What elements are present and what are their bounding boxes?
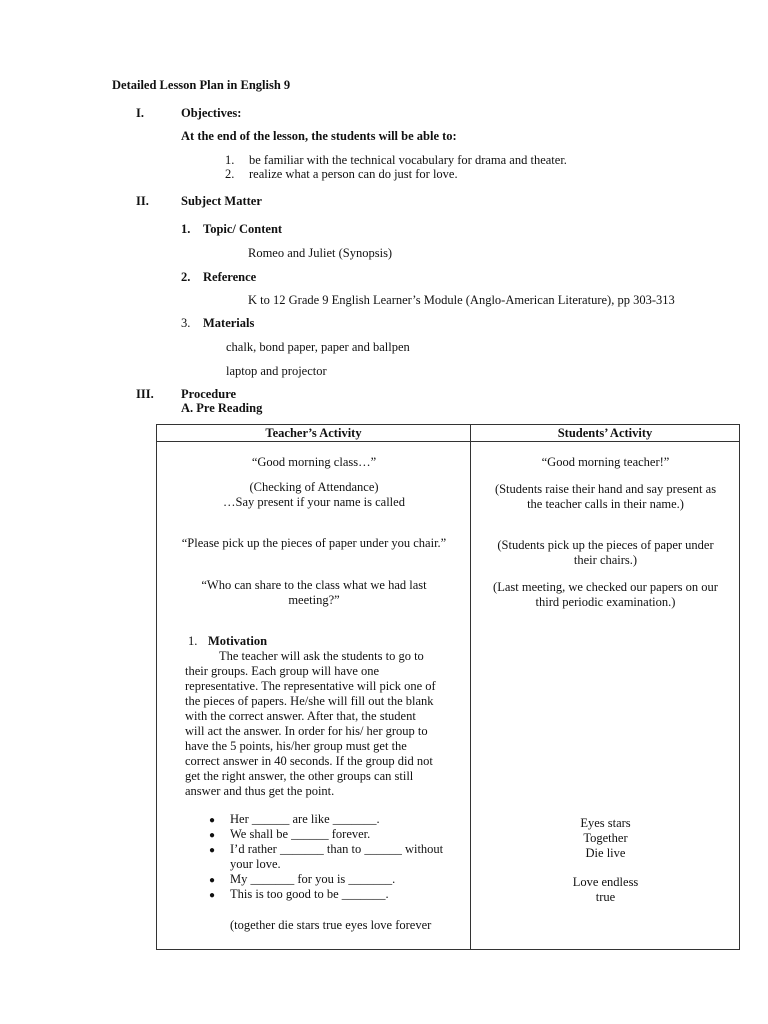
bullet-icon: ● [209,875,216,886]
students-present-line-1: (Students raise their hand and say present as [494,482,717,496]
bullet-icon: ● [209,890,216,901]
fill-blank-item: I’d rather _______ than to ______ without [230,842,444,856]
objectives-lead: At the end of the lesson, the students will be able to: [181,129,457,143]
students-last-line-1: (Last meeting, we checked our papers on our [493,580,718,594]
students-present-line-2: the teacher calls in their name.) [527,497,684,511]
materials-item-2: laptop and projector [226,364,327,378]
reference-num: 2. [181,270,191,284]
materials-num: 3. [181,316,191,330]
answer-line: Eyes stars [580,816,631,830]
procedure-subheading: A. Pre Reading [181,401,263,415]
fill-blank-item: We shall be ______ forever. [230,827,371,841]
objective-text-2: realize what a person can do just for love. [249,167,458,181]
objective-num-1: 1. [225,153,235,167]
bullet-icon: ● [209,845,216,856]
motivation-line: The teacher will ask the students to go to [219,649,424,663]
section-heading-objectives: Objectives: [181,106,242,120]
motivation-line: with the correct answer. After that, the student [185,709,416,723]
motivation-line: answer and thus get the point. [185,784,335,798]
fill-blank-item: My _______ for you is _______. [230,872,396,886]
students-pick-line-2: their chairs.) [573,553,638,567]
fill-blank-item: Her ______ are like _______. [230,812,380,826]
teacher-say-present: …Say present if your name is called [223,495,405,509]
materials-item-1: chalk, bond paper, paper and ballpen [226,340,410,354]
motivation-line: get the right answer, the other groups can still [185,769,414,783]
answer-line: Together [583,831,628,845]
motivation-line: representative. The representative will pick one of [185,679,436,693]
objective-text-1: be familiar with the technical vocabulary for drama and theater. [249,153,567,167]
objective-num-2: 2. [225,167,235,181]
bullet-icon: ● [209,830,216,841]
teacher-activity-cell [157,442,471,950]
motivation-num: 1. [188,634,198,648]
students-pick-line-1: (Students pick up the pieces of paper under [497,538,714,552]
teacher-greeting: “Good morning class…” [251,455,377,469]
topic-value: Romeo and Juliet (Synopsis) [248,246,393,260]
section-heading-procedure: Procedure [181,387,237,401]
answer-line: Die live [585,846,626,860]
answer-line: true [595,890,616,904]
answer-line: Love endless [572,875,639,889]
motivation-label: Motivation [208,634,268,648]
students-greeting: “Good morning teacher!” [541,455,670,469]
fill-blank-item: This is too good to be _______. [230,887,389,901]
motivation-line: correct answer in 40 seconds. If the group did not [185,754,433,768]
activity-table [156,424,740,950]
section-heading-subject: Subject Matter [181,194,262,208]
students-last-line-2: third periodic examination.) [535,595,676,609]
topic-label: Topic/ Content [203,222,283,236]
motivation-line: their groups. Each group will have one [185,664,380,678]
section-numeral-objectives: I. [136,106,144,120]
section-numeral-procedure: III. [136,387,154,401]
document-title: Detailed Lesson Plan in English 9 [112,78,291,92]
teacher-share-line-2: meeting?” [288,593,340,607]
motivation-line: have the 5 points, his/her group must get the [185,739,407,753]
teacher-share-line-1: “Who can share to the class what we had last [201,578,427,592]
word-bank: (together die stars true eyes love forever [230,918,432,932]
bullet-icon: ● [209,815,216,826]
teacher-activity-header: Teacher’s Activity [157,425,471,442]
section-numeral-subject: II. [136,194,149,208]
topic-num: 1. [181,222,191,236]
students-activity-cell [471,442,740,950]
students-activity-header: Students’ Activity [471,425,740,442]
teacher-attendance: (Checking of Attendance) [249,480,379,494]
reference-value: K to 12 Grade 9 English Learner’s Module (Anglo-American Literature), pp 303-313 [248,293,675,307]
fill-blank-item-cont: your love. [230,857,281,871]
materials-label: Materials [203,316,255,330]
teacher-pick-up: “Please pick up the pieces of paper under you chair.” [181,536,447,550]
motivation-line: will act the answer. In order for his/ her group to [185,724,428,738]
motivation-line: the pieces of papers. He/she will fill out the blank [185,694,434,708]
reference-label: Reference [203,270,257,284]
